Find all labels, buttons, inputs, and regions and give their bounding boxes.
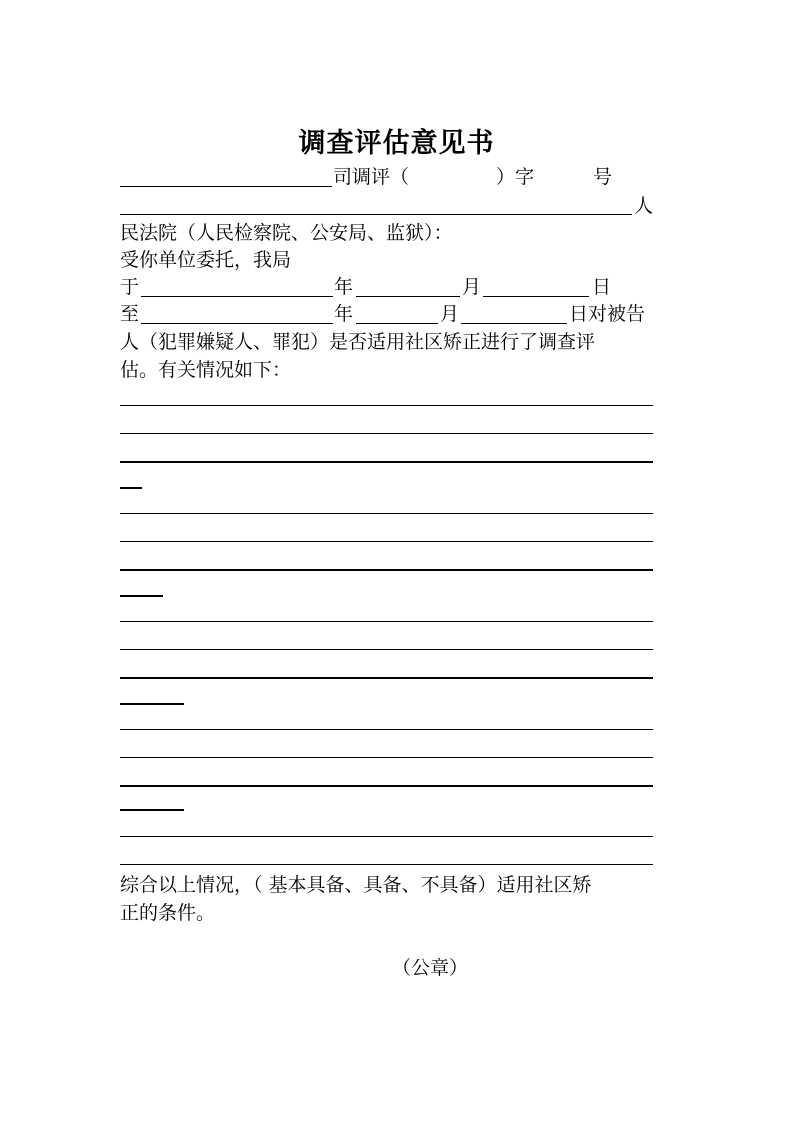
from-day-label: 日 (592, 276, 612, 298)
writing-line-short[interactable] (120, 703, 184, 705)
writing-line[interactable] (120, 621, 653, 622)
writing-line[interactable] (120, 649, 653, 650)
writing-line[interactable] (120, 461, 653, 463)
bureau-suffix-label: 司调评（ (333, 166, 410, 188)
person-line: 人（犯罪嫌疑人、罪犯）是否适用社区矫正进行了调查评 (120, 331, 596, 353)
writing-line[interactable] (120, 405, 653, 406)
writing-line[interactable] (120, 433, 653, 434)
conclusion-line-2: 正的条件。 (120, 902, 216, 924)
document-title: 调查评估意见书 (298, 128, 495, 159)
court-name-blank[interactable] (120, 214, 632, 215)
to-month-blank[interactable] (356, 323, 438, 324)
writing-line[interactable] (120, 785, 653, 787)
conclusion-line-1: 综合以上情况，（ 基本具备、具备、不具备）适用社区矫 (120, 874, 592, 896)
to-month-label: 月 (440, 303, 460, 325)
writing-line[interactable] (120, 836, 653, 837)
from-year-blank[interactable] (141, 296, 333, 297)
official-seal-label: （公章） (391, 957, 468, 979)
writing-line-short[interactable] (120, 595, 163, 597)
writing-line[interactable] (120, 864, 653, 865)
to-day-blank[interactable] (461, 323, 567, 324)
intro-text: 受你单位委托，我局 (120, 249, 292, 271)
to-year-label: 年 (334, 303, 354, 325)
writing-line[interactable] (120, 569, 653, 571)
writing-line-short[interactable] (120, 809, 184, 811)
from-day-blank[interactable] (483, 296, 589, 297)
writing-line[interactable] (120, 541, 653, 542)
writing-line[interactable] (120, 677, 653, 679)
addressee-suffix: 人 (634, 195, 654, 217)
writing-line[interactable] (120, 757, 653, 758)
addressee-line: 民法院（人民检察院、公安局、监狱）： (120, 222, 453, 244)
from-month-blank[interactable] (356, 296, 460, 297)
from-prefix: 于 (120, 276, 140, 298)
assess-line: 估。有关情况如下： (120, 359, 292, 381)
writing-line-short[interactable] (120, 487, 142, 489)
from-month-label: 月 (462, 276, 482, 298)
bureau-name-blank[interactable] (120, 186, 332, 187)
writing-line[interactable] (120, 513, 653, 514)
to-day-tail: 日对被告 (569, 303, 646, 325)
writing-line[interactable] (120, 729, 653, 730)
to-year-blank[interactable] (141, 323, 333, 324)
from-year-label: 年 (334, 276, 354, 298)
to-prefix: 至 (120, 303, 140, 325)
number-label: 号 (593, 166, 613, 188)
char-label: ）字 (496, 166, 535, 188)
